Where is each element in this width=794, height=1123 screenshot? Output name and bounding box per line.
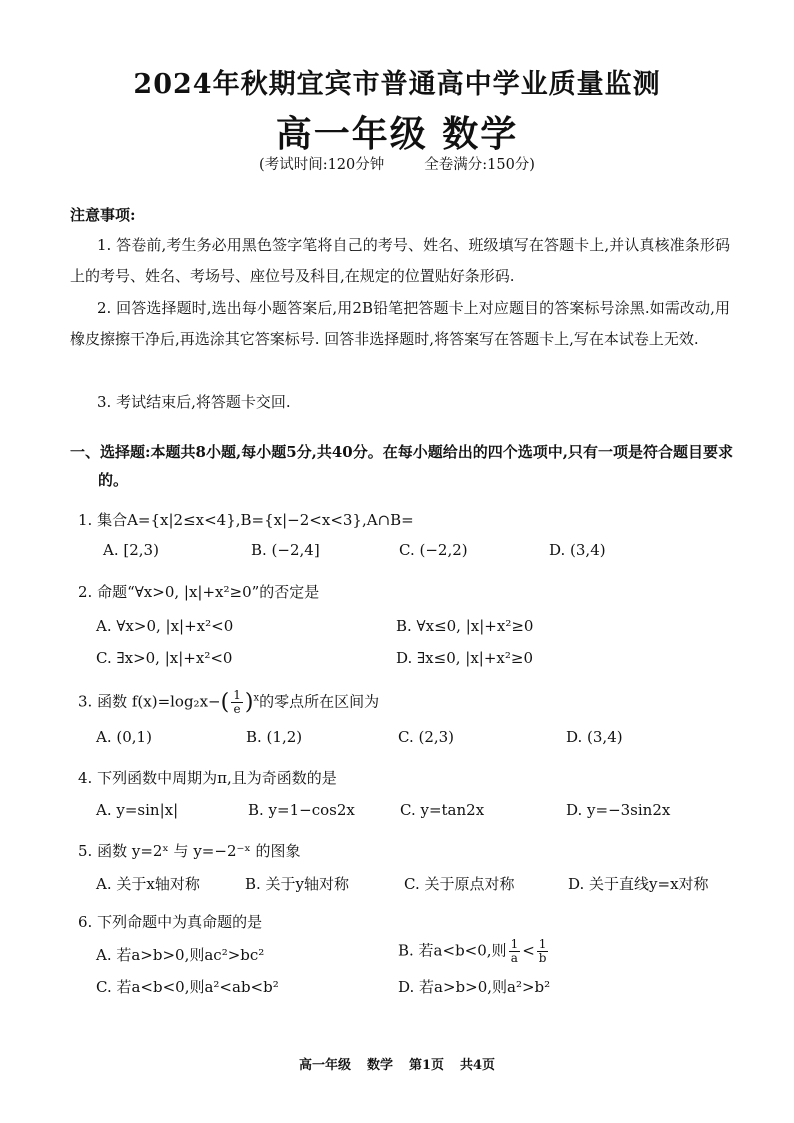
question-3-option-c: C. (2,3): [398, 728, 455, 746]
question-1-option-b: B. (−2,4]: [251, 541, 320, 559]
fraction-1-over-a: [509, 938, 521, 965]
question-6-option-d: D. 若a>b>0,则a²>b²: [398, 978, 551, 996]
fraction-1-over-b: [537, 938, 549, 965]
question-1-stem: 1. 集合A={x|2≤x<4},B={x|−2<x<3},A∩B=: [78, 511, 414, 529]
footer-subject: 数学: [366, 1058, 393, 1073]
question-4-stem: 4. 下列函数中周期为π,且为奇函数的是: [78, 769, 337, 787]
fraction-numerator: 1: [537, 938, 549, 952]
exam-title: 2024年秋期宜宾市普通高中学业质量监测: [133, 69, 661, 100]
question-5-option-d: D. 关于直线y=x对称: [568, 875, 709, 893]
question-5-option-b: B. 关于y轴对称: [245, 875, 350, 893]
exam-subject-title: 高一年级 数学: [275, 113, 519, 155]
section-heading-text: 一、选择题:本题共8小题,每小题5分,共40分。在每小题给出的四个选项中,只有一项是符合题目要求的。: [70, 443, 733, 489]
question-5-option-a: A. 关于x轴对称: [96, 875, 200, 893]
paren-left: (: [220, 690, 230, 715]
question-1-option-d: D. (3,4): [549, 541, 606, 559]
footer-total: 共4页: [460, 1058, 496, 1073]
question-4-option-b: B. y=1−cos2x: [248, 801, 355, 819]
less-than-sign: <: [522, 941, 535, 960]
page-footer: [0, 1054, 794, 1073]
question-2-option-a: A. ∀x>0, |x|+x²<0: [96, 617, 234, 635]
question-3-fraction: [231, 689, 243, 716]
question-3-stem-post: 的零点所在区间为: [259, 692, 380, 711]
question-6-option-c: C. 若a<b<0,则a²<ab<b²: [96, 978, 279, 996]
exponent: x: [253, 692, 260, 704]
question-4-option-a: A. y=sin|x|: [96, 801, 179, 819]
fraction-numerator: 1: [510, 937, 519, 951]
fraction-denominator: b: [538, 951, 547, 965]
exam-score: 全卷满分:150分): [424, 157, 535, 173]
question-6-stem: 6. 下列命题中为真命题的是: [78, 913, 263, 931]
question-6-option-a: A. 若a>b>0,则ac²>bc²: [96, 946, 265, 964]
exam-info: [0, 153, 794, 174]
question-2-option-d: D. ∃x≤0, |x|+x²≥0: [396, 649, 533, 667]
notice-title: 注意事项:: [70, 206, 136, 224]
question-2-stem: 2. 命题“∀x>0, |x|+x²≥0”的否定是: [78, 583, 320, 601]
exam-time: (考试时间:120分钟: [259, 157, 385, 173]
question-3-option-a: A. (0,1): [96, 728, 152, 746]
footer-grade: 高一年级: [298, 1058, 351, 1073]
question-6-option-b-text: B. 若a<b<0,则: [398, 941, 507, 960]
question-5-option-c: C. 关于原点对称: [404, 875, 515, 893]
question-1-option-a: A. [2,3): [103, 541, 159, 559]
notice-item-1: 1. 答卷前,考生务必用黑色签字笔将自己的考号、姓名、班级填写在答题卡上,并认真核准条形码上的考号、姓名、考场号、座位号及科目,在规定的位置贴好条形码.: [70, 236, 730, 285]
question-6-option-b: [398, 938, 550, 965]
question-3-option-d: D. (3,4): [566, 728, 623, 746]
question-1-option-c: C. (−2,2): [399, 541, 468, 559]
question-3-option-b: B. (1,2): [246, 728, 303, 746]
notice-item-2: 2. 回答选择题时,选出每小题答案后,用2B铅笔把答题卡上对应题目的答案标号涂黑.如需改动,用橡皮擦擦干净后,再选涂其它答案标号. 回答非选择题时,将答案写在答题卡上,写在本试卷上无效.: [70, 299, 730, 348]
section-heading: [70, 438, 734, 494]
question-3-stem: [78, 689, 379, 716]
notice-item-3: 3. 考试结束后,将答题卡交回.: [97, 393, 291, 411]
fraction-numerator: 1: [233, 688, 241, 702]
question-5-stem: 5. 函数 y=2ˣ 与 y=−2⁻ˣ 的图象: [78, 842, 301, 860]
question-2-option-c: C. ∃x>0, |x|+x²<0: [96, 649, 233, 667]
paren-right: ): [244, 690, 254, 715]
question-4-option-c: C. y=tan2x: [400, 801, 485, 819]
footer-page: 第1页: [408, 1058, 445, 1073]
fraction-denominator: a: [510, 951, 518, 965]
question-3-stem-pre: 3. 函数 f(x)=log₂x−: [78, 692, 221, 711]
question-2-option-b: B. ∀x≤0, |x|+x²≥0: [396, 617, 534, 635]
question-4-option-d: D. y=−3sin2x: [566, 801, 671, 819]
fraction-denominator: e: [233, 702, 241, 716]
